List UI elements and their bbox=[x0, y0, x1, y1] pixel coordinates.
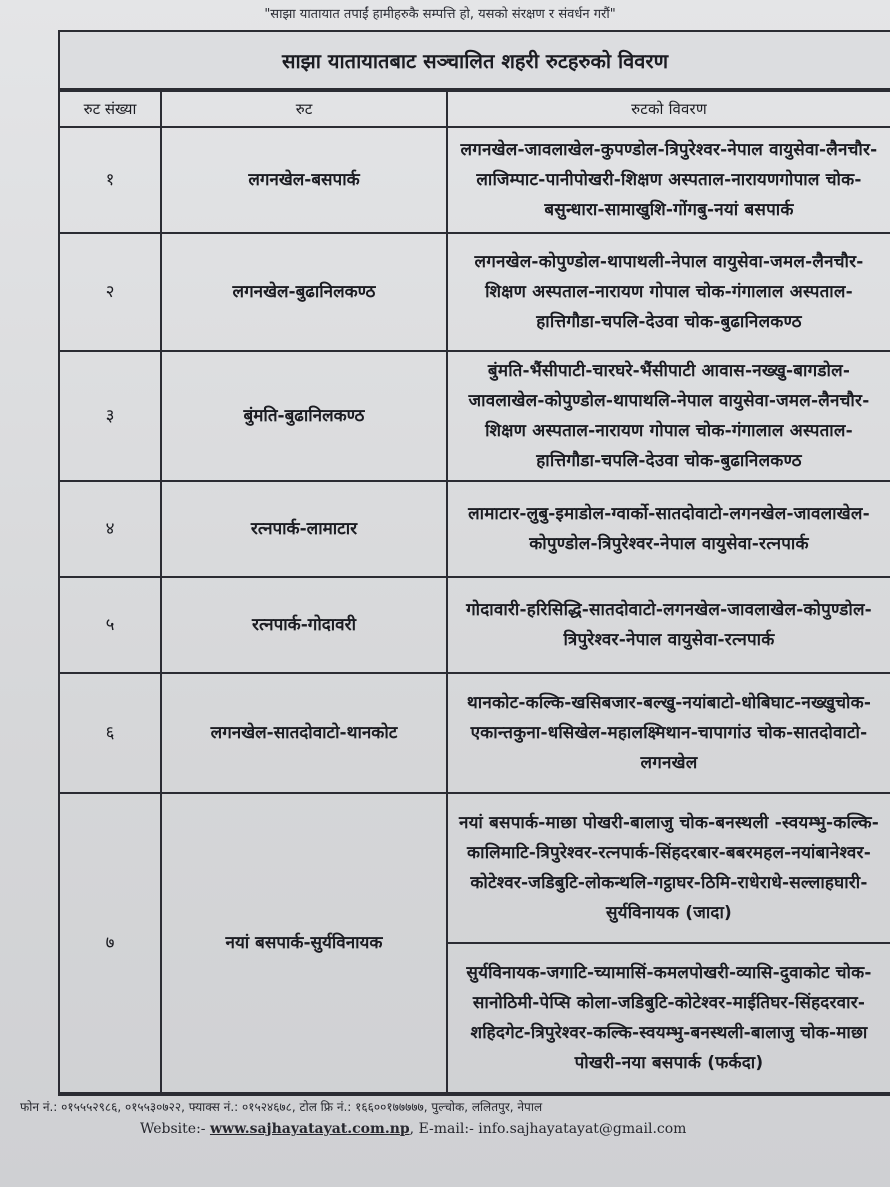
route-description: गोदावारी-हरिसिद्धि-सातदोवाटो-लगनखेल-जावलाखेल-कोपुण्डोल-त्रिपुरेश्वर-नेपाल वायुसेवा-रत्नपार्क bbox=[447, 577, 890, 673]
route-description: थानकोट-कल्कि-खसिबजार-बल्खु-नयांबाटो-धोबिघाट-नख्खुचोक-एकान्तकुना-धसिखेल-महालक्ष्मिथान-चापागांउ चोक-सातदोवाटो-लगनखेल bbox=[447, 673, 890, 793]
header-route-description: रुटको विवरण bbox=[447, 91, 890, 127]
route-name: बुंमति-बुढानिलकण्ठ bbox=[161, 351, 447, 481]
route-name: नयां बसपार्क-सुर्यविनायक bbox=[161, 793, 447, 1093]
table-row bbox=[60, 673, 890, 793]
route-name: लगनखेल-बुढानिलकण्ठ bbox=[161, 233, 447, 351]
header-route-number: रुट संख्या bbox=[60, 91, 161, 127]
contact-info: फोन नं.: ०१५५५२९८६, ०१५५३०७२२, फ्याक्स नं.: ०१५२४६७८, टोल फ्रि नं.: १६६००१७७७७७, पुल्चोक, ललितपुर, नेपाल bbox=[20, 1100, 543, 1114]
route-description: लगनखेल-जावलाखेल-कुपण्डोल-त्रिपुरेश्वर-नेपाल वायुसेवा-लैनचौर-लाजिम्पाट-पानीपोखरी-शिक्षण अस्पताल-नारायणगोपाल चोक-बसुन्धारा-सामाखुशि-गोंगबु-नयां बसपार्क bbox=[447, 127, 890, 233]
table-row bbox=[60, 127, 890, 233]
route-description-return: सुर्यविनायक-जगाटि-च्यामासिं-कमलपोखरी-व्यासि-दुवाकोट चोक-सानोठिमी-पेप्सि कोला-जडिबुटि-कोटेश्वर-माईतिघर-सिंहदरवार-शहिदगेट-त्रिपुरेश्वर-कल्कि-स्वयम्भु-बनस्थली-बालाजु चोक-माछा पोखरी-नया बसपार्क (फर्कदा) bbox=[447, 943, 890, 1093]
website-link[interactable]: www.sajhayatayat.com.np bbox=[209, 1121, 410, 1137]
table-title: साझा यातायातबाट सञ्चालित शहरी रुटहरुको विवरण bbox=[60, 32, 890, 90]
route-number: ६ bbox=[60, 673, 161, 793]
route-number: ४ bbox=[60, 481, 161, 577]
table-row bbox=[60, 481, 890, 577]
route-number: १ bbox=[60, 127, 161, 233]
website-label: Website:- bbox=[140, 1121, 206, 1137]
route-number: २ bbox=[60, 233, 161, 351]
route-description: बुंमति-भैंसीपाटी-चारघरे-भैंसीपाटी आवास-नख्खु-बागडोल-जावलाखेल-कोपुण्डोल-थापाथलि-नेपाल वायुसेवा-जमल-लैनचौर-शिक्षण अस्पताल-नारायण गोपाल चोक-गंगालाल अस्पताल-हात्तिगौडा-चपलि-देउवा चोक-बुढानिलकण्ठ bbox=[447, 351, 890, 481]
route-name: लगनखेल-सातदोवाटो-थानकोट bbox=[161, 673, 447, 793]
route-name: रत्नपार्क-गोदावरी bbox=[161, 577, 447, 673]
route-number: ३ bbox=[60, 351, 161, 481]
route-description-outbound: नयां बसपार्क-माछा पोखरी-बालाजु चोक-बनस्थली -स्वयम्भु-कल्कि-कालिमाटि-त्रिपुरेश्वर-रत्नपार्क-सिंहदरबार-बबरमहल-नयांबानेश्वर-कोटेश्वर-जडिबुटि-लोकन्थलि-गट्ठाघर-ठिमि-राधेराधे-सल्लाहघारी-सुर्यविनायक (जादा) bbox=[447, 793, 890, 943]
table-row bbox=[60, 233, 890, 351]
routes-table bbox=[60, 90, 890, 1094]
table-row bbox=[60, 351, 890, 481]
table-row bbox=[60, 793, 890, 943]
route-number: ७ bbox=[60, 793, 161, 1093]
routes-table-container bbox=[58, 30, 890, 1096]
footer bbox=[20, 1096, 880, 1140]
route-description: लामाटार-लुबु-इमाडोल-ग्वार्को-सातदोवाटो-लगनखेल-जावलाखेल-कोपुण्डोल-त्रिपुरेश्वर-नेपाल वायुसेवा-रत्नपार्क bbox=[447, 481, 890, 577]
route-name: रत्नपार्क-लामाटार bbox=[161, 481, 447, 577]
route-number: ५ bbox=[60, 577, 161, 673]
email-label: , E-mail:- bbox=[409, 1121, 474, 1137]
header-route: रुट bbox=[161, 91, 447, 127]
header-row bbox=[60, 91, 890, 127]
route-description: लगनखेल-कोपुण्डोल-थापाथली-नेपाल वायुसेवा-जमल-लैनचौर-शिक्षण अस्पताल-नारायण गोपाल चोक-गंगालाल अस्पताल-हात्तिगौडा-चपलि-देउवा चोक-बुढानिलकण्ठ bbox=[447, 233, 890, 351]
route-name: लगनखेल-बसपार्क bbox=[161, 127, 447, 233]
email-link[interactable]: info.sajhayatayat@gmail.com bbox=[478, 1121, 687, 1137]
table-row bbox=[60, 577, 890, 673]
motto-text: "साझा यातायात तपाईं हामीहरुकै सम्पत्ति हो, यसको संरक्षण र संवर्धन गरौं" bbox=[264, 7, 616, 22]
web-contact bbox=[20, 1118, 880, 1140]
